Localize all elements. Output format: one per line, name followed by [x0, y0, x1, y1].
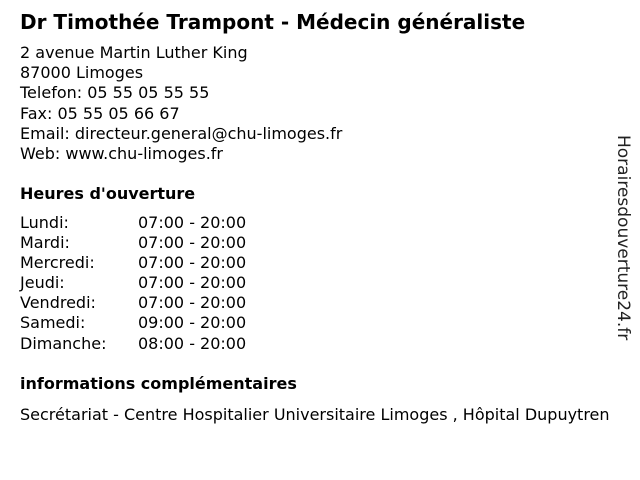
additional-info-heading: informations complémentaires	[20, 374, 297, 393]
time-range: 07:00 - 20:00	[138, 293, 247, 313]
day-label: Samedi:	[20, 313, 86, 333]
contact-block	[20, 43, 342, 164]
time-range: 09:00 - 20:00	[138, 313, 247, 333]
time-range: 08:00 - 20:00	[138, 333, 247, 353]
site-watermark: Horairesdouverture24.fr	[613, 135, 633, 341]
hours-row-monday	[20, 213, 246, 233]
day-label: Mardi:	[20, 233, 70, 253]
day-label: Jeudi:	[20, 273, 65, 293]
time-range: 07:00 - 20:00	[138, 233, 247, 253]
time-range: 07:00 - 20:00	[138, 213, 247, 232]
hours-row-wednesday	[20, 253, 246, 273]
address-street: 2 avenue Martin Luther King	[20, 43, 248, 62]
phone-text: Telefon: 05 55 05 55 55	[20, 83, 210, 103]
time-range: 07:00 - 20:00	[138, 273, 247, 293]
page-title: Dr Timothée Trampont - Médecin généraliste	[20, 10, 526, 34]
hours-row-sunday	[20, 334, 246, 354]
hours-row-saturday	[20, 313, 246, 333]
hours-row-friday	[20, 293, 246, 313]
web-text: Web: www.chu-limoges.fr	[20, 144, 223, 164]
day-label: Vendredi:	[20, 293, 96, 313]
additional-info-text: Secrétariat - Centre Hospitalier Universitaire Limoges , Hôpital Dupuytren	[20, 405, 610, 424]
address-city: 87000 Limoges	[20, 63, 144, 83]
day-label: Lundi:	[20, 213, 69, 232]
day-label: Dimanche:	[20, 333, 107, 353]
hours-row-tuesday	[20, 233, 246, 253]
hours-row-thursday	[20, 273, 246, 293]
opening-hours-heading: Heures d'ouverture	[20, 184, 196, 203]
day-label: Mercredi:	[20, 253, 95, 273]
time-range: 07:00 - 20:00	[138, 253, 247, 273]
email-text: Email: directeur.general@chu-limoges.fr	[20, 123, 343, 143]
fax-text: Fax: 05 55 05 66 67	[20, 103, 180, 123]
opening-hours-list	[20, 213, 246, 354]
